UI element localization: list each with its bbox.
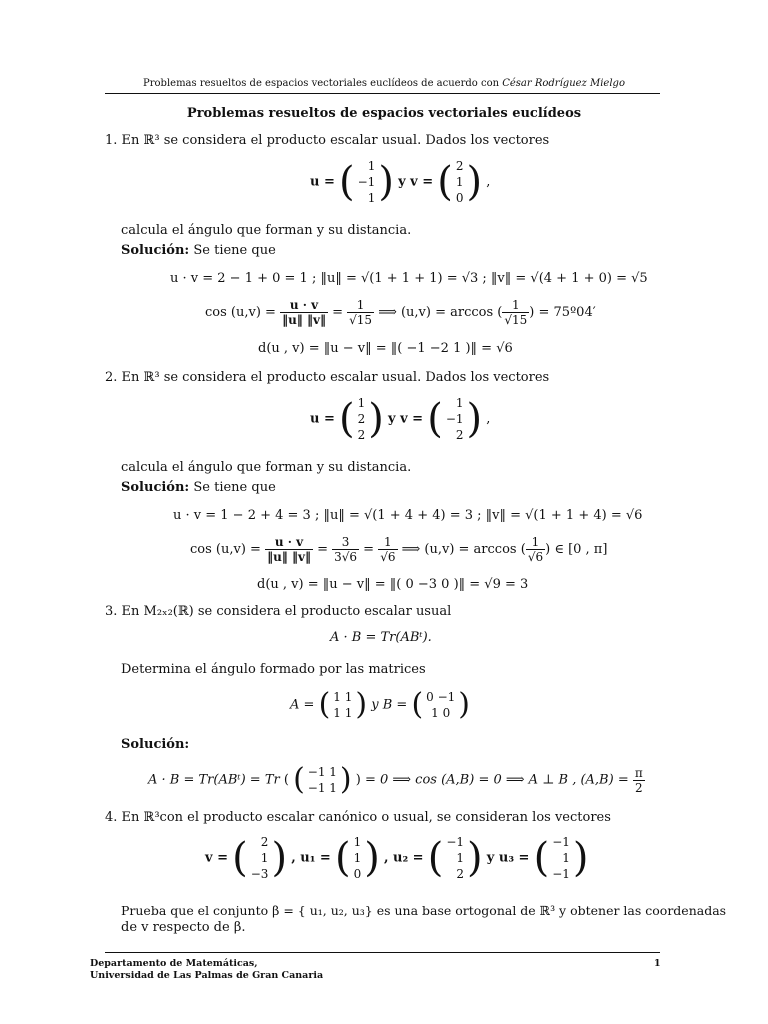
fraction [502, 298, 529, 327]
page-number: 1 [654, 958, 661, 969]
problem-3-number: 3. [105, 604, 118, 619]
row: −1 1 [307, 781, 337, 795]
problem-4-task-1: Prueba que el conjunto β = { u₁, u₂, u₃} es una base ortogonal de ℝ³ y obtener las coordenadas [121, 903, 727, 918]
B-label: y B = [371, 697, 408, 713]
cell: 1 [455, 396, 464, 410]
denominator: √6 [380, 550, 396, 564]
numerator: 1 [378, 535, 397, 550]
numerator: 1 [526, 535, 545, 550]
matrix-B: ( 0 −1 1 0 ) [411, 687, 471, 722]
problem-1-vectors [310, 158, 490, 206]
problem-4-intro-text: En ℝ³con el producto escalar canónico o usual, se consideran los vectores [121, 810, 611, 825]
problem-1-eq3: d(u , v) = ‖u − v‖ = ‖( −1 −2 1 )‖ = √6 [258, 341, 513, 356]
problem-3-matrices [290, 685, 470, 725]
comma: , [486, 411, 491, 427]
denominator: √15 [504, 313, 528, 327]
numerator: u · v [280, 298, 328, 313]
problem-1-solution [121, 243, 276, 258]
cell: −3 [250, 867, 269, 881]
numerator: 3 [332, 535, 359, 550]
problem-1-eq2: cos (u,v) = $\frac{u \cdot v}{‖u‖ ‖v‖}$ = $\frac{1}{√15}$ ⟹ (u,v) = arccos ( $\frac{1}{√15}$ ) = 75º04′ [205, 298, 596, 327]
vector-u2: ( −1 1 2) [427, 835, 483, 881]
footer-department: Departamento de Matemáticas, [90, 958, 258, 969]
denominator: √6 [527, 550, 544, 564]
fraction [265, 535, 313, 564]
cell: 1 [367, 191, 376, 205]
cell: 1 [455, 175, 464, 189]
denominator: ‖u‖ ‖v‖ [267, 550, 311, 564]
problem-2-task: calcula el ángulo que forman y su distancia. [121, 460, 412, 475]
u-label: u = [310, 174, 335, 190]
problem-2-intro-text: En ℝ³ se considera el producto escalar usual. Dados los vectores [121, 370, 550, 385]
vector-u3: ( −1 1 −1) [533, 835, 589, 881]
matrix-C: ( −1 1 −1 1 ) [293, 762, 352, 797]
problem-2-intro [105, 370, 549, 385]
row: 1 0 [431, 706, 451, 720]
eq-part: ⟹ (u,v) = arccos [378, 305, 494, 320]
cell: 1 [353, 835, 362, 849]
cell: −1 [446, 835, 465, 849]
vector-u: ( 1 −1 1) [339, 159, 394, 205]
cell: 1 [562, 851, 570, 865]
cell: 0 [353, 867, 362, 881]
u3-label: y u₃ = [486, 850, 530, 866]
vector-v: ( 2 1 −3) [232, 835, 288, 881]
vector-v: ( 2 1 0) [437, 159, 483, 205]
vector-u1: ( 1 1 0) [334, 835, 380, 881]
eq-part: cos (u,v) = [205, 305, 276, 320]
header-rule [105, 93, 660, 94]
denominator: √15 [349, 313, 373, 327]
page-title: Problemas resueltos de espacios vectoriales euclídeos [186, 106, 582, 121]
cell: 2 [455, 159, 464, 173]
fraction [280, 298, 328, 327]
v-label: y v = [388, 411, 424, 427]
problem-3-solution-eq: A · B = Tr(ABᵗ) = Tr ( ( −1 1 −1 1 ) ) = 0 ⟹ cos (A,B) = 0 ⟹ A ⊥ B , (A,B) = $\frac{\pi}{2}$ [148, 760, 645, 800]
fraction [378, 535, 397, 564]
matrix-A: ( 1 1 1 1 ) [318, 687, 368, 722]
cell: −1 [445, 412, 464, 426]
problem-4-vectors [205, 834, 589, 882]
problem-3-task: Determina el ángulo formado por las matrices [121, 662, 426, 677]
cell: 2 [260, 835, 269, 849]
row: −1 1 [307, 765, 337, 779]
problem-1-intro-text: En ℝ³ se considera el producto escalar usual. Dados los vectores [121, 133, 550, 148]
cell: 0 [455, 191, 464, 205]
cell: 2 [357, 428, 366, 442]
A-label: A = [290, 697, 315, 713]
u-label: u = [310, 411, 335, 427]
problem-3-solution-label: Solución: [121, 737, 190, 752]
header-text: Problemas resueltos de espacios vectoriales euclídeos de acuerdo con [143, 78, 500, 89]
cell: 2 [456, 867, 465, 881]
denominator: ‖u‖ ‖v‖ [282, 313, 326, 327]
problem-4-number: 4. [105, 810, 118, 825]
cell: −1 [552, 867, 570, 881]
solution-text: Se tiene que [193, 243, 276, 258]
numerator: 1 [347, 298, 374, 313]
row: 0 −1 [426, 690, 456, 704]
row: 1 1 [333, 706, 353, 720]
problem-2-eq1: u · v = 1 − 2 + 4 = 3 ; ‖u‖ = √(1 + 4 + 4) = 3 ; ‖v‖ = √(1 + 1 + 4) = √6 [173, 508, 643, 523]
solution-label: Solución: [121, 243, 190, 258]
solution-label: Solución: [121, 480, 190, 495]
fraction [347, 298, 374, 327]
problem-2-eq3: d(u , v) = ‖u − v‖ = ‖( 0 −3 0 )‖ = √9 = 3 [257, 577, 529, 592]
eq-part: ⟹ (u,v) = arccos [401, 542, 517, 557]
eq-part: ∈ [0 , π] [554, 542, 608, 557]
row: 1 1 [333, 690, 353, 704]
fraction [633, 766, 645, 795]
cell: −1 [357, 175, 376, 189]
comma: , [486, 174, 491, 190]
vector-u: ( 1 2 2) [339, 396, 384, 442]
problem-1-eq1: u · v = 2 − 1 + 0 = 1 ; ‖u‖ = √(1 + 1 + 1) = √3 ; ‖v‖ = √(4 + 1 + 0) = √5 [170, 271, 648, 286]
eq-part: A · B = Tr(ABᵗ) = Tr [148, 772, 280, 788]
footer-university: Universidad de Las Palmas de Gran Canaria [90, 970, 324, 981]
u1-label: , u₁ = [291, 850, 331, 866]
cell: 1 [367, 159, 376, 173]
fraction [526, 535, 545, 564]
problem-3-formula: A · B = Tr(ABᵗ). [330, 630, 432, 645]
problem-2-solution [121, 480, 276, 495]
problem-2-number: 2. [105, 370, 118, 385]
problem-4-intro [105, 810, 611, 825]
fraction [332, 535, 359, 564]
header-author: César Rodríguez Mielgo [502, 78, 625, 89]
problem-1-task: calcula el ángulo que forman y su distancia. [121, 223, 412, 238]
vector-v: ( 1 −1 2) [427, 396, 483, 442]
denominator: 2 [634, 780, 643, 795]
problem-1-intro [105, 133, 549, 148]
cell: 2 [357, 412, 366, 426]
u2-label: , u₂ = [383, 850, 424, 866]
footer-rule [105, 952, 660, 953]
problem-1-number: 1. [105, 133, 118, 148]
problem-2-eq2: cos (u,v) = $\frac{u \cdot v}{‖u‖ ‖v‖}$ = $\frac{3}{3√6}$ = $\frac{1}{√6}$ ⟹ (u,v) = arccos ( $\frac{1}{√6}$ ) ∈ [0 , π] [190, 535, 608, 564]
v-label: y v = [398, 174, 434, 190]
eq-part: cos (u,v) = [190, 542, 261, 557]
eq-part: = 75º04′ [538, 305, 596, 320]
solution-text: Se tiene que [193, 480, 276, 495]
problem-3-intro-text: En M₂ₓ₂(ℝ) se considera el producto escalar usual [121, 604, 452, 619]
problem-3-intro [105, 604, 451, 619]
numerator: u · v [265, 535, 313, 550]
cell: 2 [455, 428, 464, 442]
eq-part: = 0 ⟹ cos (A,B) = 0 ⟹ A ⊥ B , (A,B) = [364, 772, 629, 788]
footer [90, 958, 323, 982]
running-header [105, 78, 663, 89]
v-label: v = [205, 850, 228, 866]
denominator: 3√6 [334, 550, 358, 564]
cell: −1 [552, 835, 570, 849]
cell: 1 [357, 396, 366, 410]
numerator: 1 [502, 298, 529, 313]
problem-2-vectors [310, 395, 490, 443]
cell: 1 [456, 851, 465, 865]
numerator: π [634, 765, 643, 780]
problem-4-task-2: de v respecto de β. [121, 920, 246, 935]
cell: 1 [353, 851, 362, 865]
cell: 1 [260, 851, 269, 865]
